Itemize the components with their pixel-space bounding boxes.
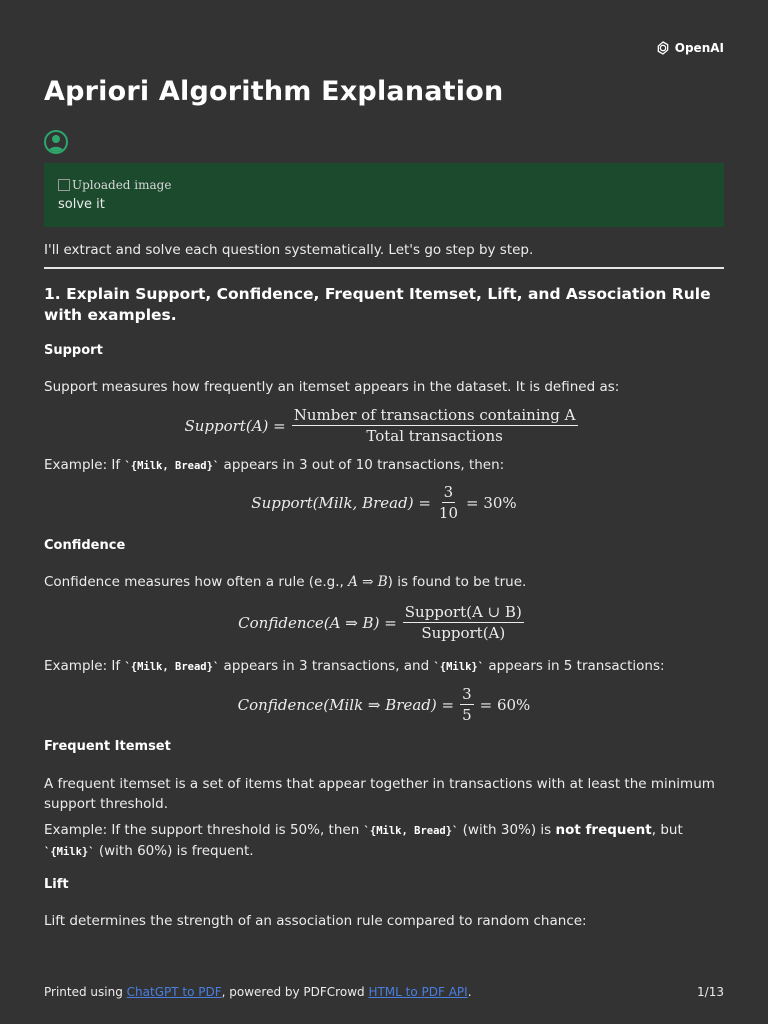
footer-printed-using: Printed using [44,985,127,999]
confidence-example-code-1: `{Milk, Bread}` [124,661,220,673]
frequent-itemset-heading: Frequent Itemset [44,739,171,754]
fi-example-code-2: `{Milk}` [44,846,95,858]
uploaded-image-alt: Uploaded image [72,178,172,192]
fi-example-mid-2: , but [651,822,683,838]
confidence-formula-fraction [403,603,524,642]
user-message [44,163,724,227]
support-ex-rhs: = 30% [466,493,517,512]
confidence-example-post: appears in 5 transactions: [484,658,665,674]
footer-credits [44,985,472,999]
support-description: Support measures how frequently an itemset appears in the dataset. It is defined as: [44,379,620,395]
fi-example-post: (with 60%) is frequent. [94,843,254,859]
fi-example-pre: Example: If the support threshold is 50%, then [44,822,364,838]
confidence-formula-denominator: Support(A) [421,624,506,642]
confidence-ex-fraction [460,685,474,724]
confidence-example-mid: appears in 3 transactions, and [219,658,434,674]
page [44,0,724,1024]
page-title: Apriori Algorithm Explanation [44,76,504,107]
support-example-formula [44,483,724,522]
confidence-formula-lhs: Confidence(A ⇒ B) = [238,613,397,632]
support-ex-denominator: 10 [438,504,458,522]
confidence-heading: Confidence [44,538,126,553]
support-formula-fraction [292,406,578,445]
frequent-itemset-example [44,820,724,862]
uploaded-image[interactable] [58,177,710,193]
brand-name: OpenAI [674,41,724,55]
support-example-code: `{Milk, Bread}` [124,460,220,472]
confidence-desc-pre: Confidence measures how often a rule (e.g., [44,574,349,590]
footer [44,985,724,999]
intro-text: I'll extract and solve each question systematically. Let's go step by step. [44,242,534,258]
confidence-ex-lhs: Confidence(Milk ⇒ Bread) = [237,695,455,714]
question-1-heading: 1. Explain Support, Confidence, Frequent Itemset, Lift, and Association Rule with examples. [44,285,711,324]
fi-example-bold: not frequent [555,822,652,838]
confidence-example-formula [44,685,724,724]
user-message-text: solve it [58,197,105,212]
footer-period: . [467,985,472,999]
page-number: 1/13 [697,985,724,999]
lift-description: Lift determines the strength of an association rule compared to random chance: [44,913,587,929]
openai-icon [655,40,671,56]
confidence-ex-rhs: = 60% [479,695,531,714]
support-ex-numerator: 3 [443,483,454,501]
confidence-formula [44,603,724,642]
confidence-formula-numerator: Support(A ∪ B) [404,603,522,621]
openai-logo [655,40,724,56]
confidence-desc-post: ) is found to be true. [387,574,527,590]
support-heading: Support [44,343,103,358]
fi-example-code-1: `{Milk, Bread}` [363,825,459,837]
fi-example-mid-1: (with 30%) is [458,822,556,838]
lift-heading: Lift [44,877,69,892]
confidence-description [44,572,724,592]
frequent-itemset-description: A frequent itemset is a set of items that appear together in transactions with at least the minimum support threshold. [44,776,715,812]
support-formula [44,406,724,445]
support-formula-numerator: Number of transactions containing A [293,406,576,424]
support-example-pre: Example: If [44,457,125,473]
support-example [44,455,724,476]
confidence-example-code-2: `{Milk}` [433,661,485,673]
chatgpt-to-pdf-link[interactable]: ChatGPT to PDF [126,985,222,999]
html-to-pdf-api-link[interactable]: HTML to PDF API [368,985,468,999]
footer-powered-by: , powered by PDFCrowd [221,985,369,999]
divider [44,267,724,269]
broken-image-icon [58,179,70,191]
user-avatar-icon [44,130,68,154]
support-formula-denominator: Total transactions [366,427,503,445]
support-ex-fraction [437,483,460,522]
support-formula-lhs: Support(A) = [184,416,286,435]
support-ex-lhs: Support(Milk, Bread) = [251,493,431,512]
support-example-post: appears in 3 out of 10 transactions, then: [219,457,505,473]
confidence-ex-denominator: 5 [462,706,472,724]
confidence-ex-numerator: 3 [462,685,472,703]
confidence-desc-math: A ⇒ B [348,574,388,590]
confidence-example-pre: Example: If [44,658,125,674]
confidence-example [44,656,724,677]
